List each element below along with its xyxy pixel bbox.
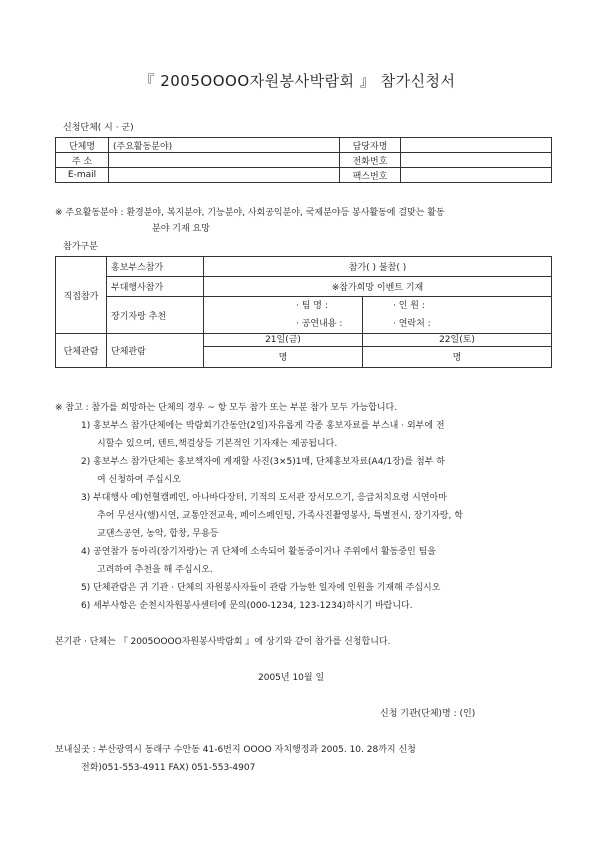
note-5: 5) 단체관람은 귀 기관 · 단체의 자원봉사자들이 관람 가능한 일자에 인원을 기재해 주십시오 (81, 583, 441, 593)
table-row (56, 257, 552, 277)
applicant-table (55, 137, 552, 183)
day2-unit: 명 (452, 353, 462, 363)
note-6: 6) 세부사항은 순천시자원봉사센터에 문의(000-1234, 123-1234)하시기 바랍니다. (81, 601, 413, 611)
persons-label: · 인 원 : (393, 301, 425, 311)
note-3a: 3) 부대행사 예)헌혈캠페인, 아나바다장터, 기적의 도서관 장서모으기, 응급처치요령 시연아마 (81, 493, 447, 503)
performance-label: · 공연내용 : (296, 319, 343, 329)
table-row (56, 277, 552, 297)
note-3c: 교댄스공연, 농악, 합창, 무용등 (97, 529, 219, 539)
note-1b: 시할수 있으며, 텐트,책걸상등 기본적인 기자재는 제공됩니다. (97, 439, 338, 449)
form-title: 『 2005OOOO자원봉사박람회 』 참가신청서 (139, 72, 456, 90)
address-label: 주 소 (56, 153, 109, 168)
contact-label: · 연락처 : (393, 319, 431, 329)
day2-cell[interactable] (363, 334, 552, 368)
group-visit-label: 단체관람 (56, 334, 107, 368)
category-label: 참가구분 (63, 242, 98, 252)
talent-left-field[interactable] (204, 297, 363, 334)
table-row (56, 153, 552, 168)
note-3b: 추어 무선사(행)시연, 교통안전교육, 페이스페인팅, 가족사진촬영봉사, 특별전시, 장기자랑, 학 (97, 511, 463, 521)
team-name-label: · 팀 명 : (296, 301, 328, 311)
table-row (56, 168, 552, 183)
application-date: 2005년 10월 일 (258, 673, 325, 683)
notes-head: ※ 참고 : 참가를 희망하는 단체의 경우 ~ 항 모두 참가 또는 부분 참가 모두 가능합니다. (55, 403, 398, 413)
table-row (56, 138, 552, 153)
note-1a: 1) 홍보부스 참가단체에는 박람회기간동안(2일)자유롭게 각종 홍보자료를 부스내 · 외부에 전 (81, 421, 445, 431)
side-event-label: 부대행사참가 (107, 277, 204, 297)
note-2a: 2) 홍보부스 참가단체는 홍보책자에 게재할 사진(3×5)1매, 단체홍보자료(A4/1장)를 첨부 하 (81, 457, 445, 467)
table-row (56, 297, 552, 334)
activity-note-line2: 분야 기재 요망 (152, 224, 210, 234)
side-event-field[interactable]: ※참가희망 이벤트 기재 (204, 277, 552, 297)
address-field[interactable] (109, 153, 340, 168)
fax-label: 팩스번호 (340, 168, 401, 183)
org-name-label: 단체명 (56, 138, 109, 153)
phone-field[interactable] (401, 153, 552, 168)
org-name-field[interactable]: (주요활동분야) (109, 138, 340, 153)
direct-participation-label: 직접참가 (56, 257, 107, 334)
applicant-signature: 신청 기관(단체)명 : (인) (380, 709, 476, 719)
participation-table (55, 256, 552, 368)
contact-person-label: 담당자명 (340, 138, 401, 153)
send-contact: 전화)051-553-4911 FAX) 051-553-4907 (81, 763, 256, 773)
note-4b: 고려하여 추천을 해 주십시오. (97, 565, 213, 575)
email-label: E-mail (56, 168, 109, 183)
day1-header: 21일(금) (204, 334, 362, 347)
table-row (56, 334, 552, 368)
phone-label: 전화번호 (340, 153, 401, 168)
note-4a: 4) 공연참가 동아리(장기자랑)는 귀 단체에 소속되어 활동중이거나 주위에서 활동중인 팀을 (81, 547, 436, 557)
day1-unit: 명 (278, 353, 288, 363)
day2-header: 22일(토) (363, 334, 551, 347)
fax-field[interactable] (401, 168, 552, 183)
group-visit-label-2: 단체관람 (107, 334, 204, 368)
talent-label: 장기자랑 추천 (107, 297, 204, 334)
send-address: 보내실곳 : 부산광역시 동래구 수안동 41-6번지 OOOO 자치행정과 2005. 10. 28까지 신청 (55, 745, 416, 755)
email-field[interactable] (109, 168, 340, 183)
note-2b: 여 신청하여 주십시오 (97, 475, 181, 485)
booth-label: 홍보부스참가 (107, 257, 204, 277)
talent-right-field[interactable] (363, 297, 552, 334)
day1-cell[interactable] (204, 334, 363, 368)
contact-person-field[interactable] (401, 138, 552, 153)
declaration: 본기관 · 단체는 『 2005OOOO자원봉사박람회 』에 상기와 같이 참가를 신청합니다. (55, 637, 391, 647)
org-label: 신청단체( 시 · 군) (63, 123, 134, 133)
activity-note-line1: ※ 주요활동분야 : 환경분야, 복지분야, 기능분야, 사회공익분야, 국제분야등 봉사활동에 걸맞는 활동 (55, 208, 445, 218)
booth-field[interactable]: 참가( ) 불참( ) (204, 257, 552, 277)
